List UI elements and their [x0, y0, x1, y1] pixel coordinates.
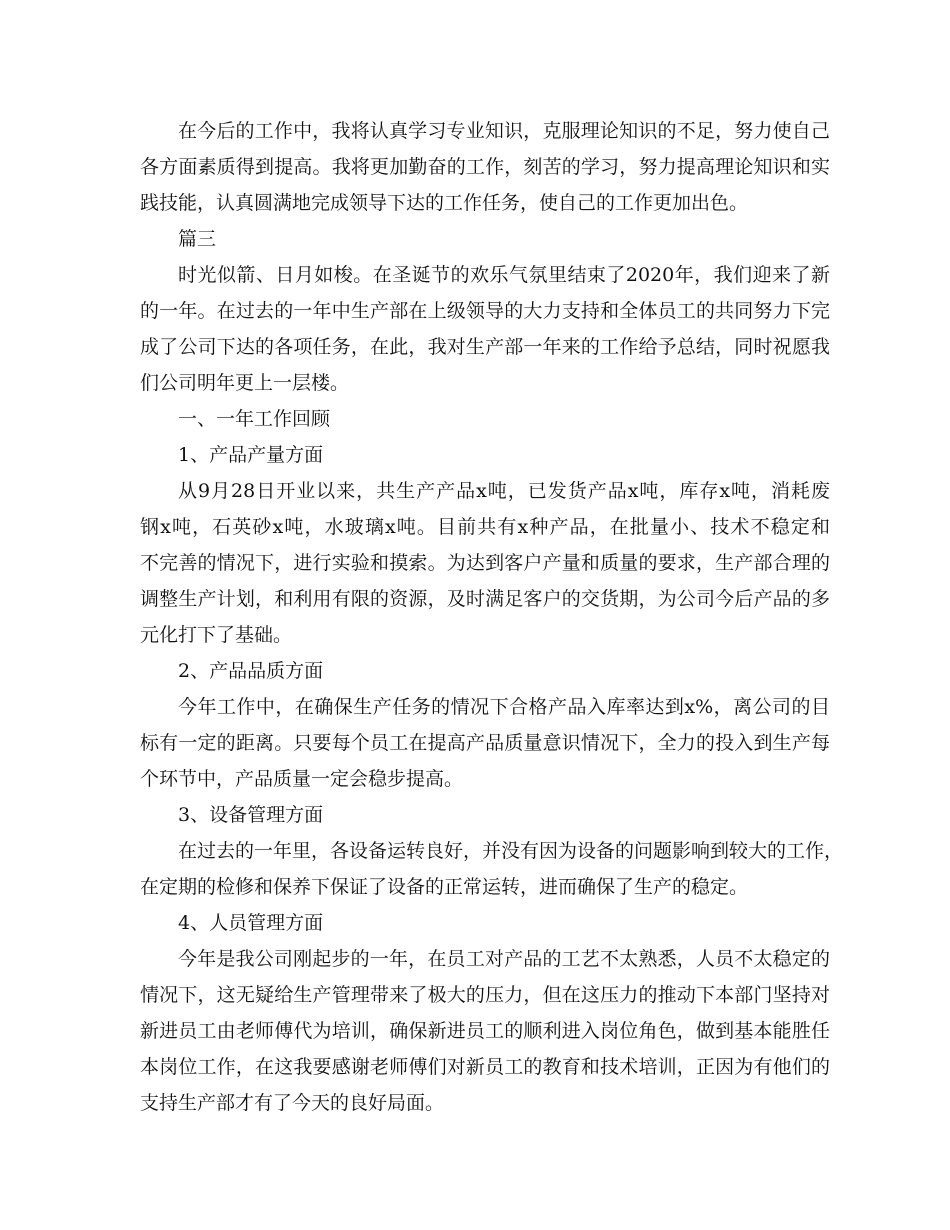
section-heading: 一、一年工作回顾: [178, 408, 331, 430]
paragraph-line: 支持生产部才有了今天的良好局面。: [140, 1092, 445, 1114]
subsection-heading: 1、产品产量方面: [178, 444, 324, 466]
paragraph-line: 成了公司下达的各项任务，在此，我对生产部一年来的工作给予总结，同时祝愿我: [140, 336, 830, 358]
paragraph-line: 个环节中，产品质量一定会稳步提高。: [140, 768, 464, 790]
subsection-heading: 4、人员管理方面: [178, 912, 324, 934]
paragraph-line: 在定期的检修和保养下保证了设备的正常运转，进而确保了生产的稳定。: [140, 876, 749, 898]
paragraph-line: 今年工作中，在确保生产任务的情况下合格产品入库率达到x%，离公司的目: [178, 696, 830, 718]
paragraph-line: 在今后的工作中，我将认真学习专业知识，克服理论知识的不足，努力使自己: [178, 120, 830, 142]
paragraph-line: 新进员工由老师傅代为培训，确保新进员工的顺利进入岗位角色，做到基本能胜任: [140, 1020, 830, 1042]
paragraph-line: 从9月28日开业以来，共生产产品x吨，已发货产品x吨，库存x吨，消耗废: [178, 480, 830, 502]
paragraph-line: 时光似箭、日月如梭。在圣诞节的欢乐气氛里结束了2020年，我们迎来了新: [178, 264, 830, 286]
paragraph-line: 践技能，认真圆满地完成领导下达的工作任务，使自己的工作更加出色。: [140, 192, 749, 214]
paragraph-line: 在过去的一年里，各设备运转良好，并没有因为设备的问题影响到较大的工作，: [178, 840, 844, 862]
paragraph-line: 今年是我公司刚起步的一年，在员工对产品的工艺不太熟悉，人员不太稳定的: [178, 948, 830, 970]
paragraph-line: 标有一定的距离。只要每个员工在提高产品质量意识情况下，全力的投入到生产每: [140, 732, 830, 754]
subsection-heading: 2、产品品质方面: [178, 660, 324, 682]
section-heading: 篇三: [178, 228, 217, 250]
paragraph-line: 元化打下了基础。: [140, 624, 293, 646]
paragraph-line: 调整生产计划，和利用有限的资源，及时满足客户的交货期，为公司今后产品的多: [140, 588, 830, 610]
paragraph-line: 不完善的情况下，进行实验和摸索。为达到客户产量和质量的要求，生产部合理的: [140, 552, 830, 574]
subsection-heading: 3、设备管理方面: [178, 804, 324, 826]
paragraph-line: 本岗位工作，在这我要感谢老师傅们对新员工的教育和技术培训，正因为有他们的: [140, 1056, 830, 1078]
paragraph-line: 各方面素质得到提高。我将更加勤奋的工作，刻苦的学习，努力提高理论知识和实: [140, 156, 830, 178]
paragraph-line: 钢x吨，石英砂x吨，水玻璃x吨。目前共有x种产品，在批量小、技术不稳定和: [140, 516, 830, 538]
paragraph-line: 的一年。在过去的一年中生产部在上级领导的大力支持和全体员工的共同努力下完: [140, 300, 830, 322]
paragraph-line: 们公司明年更上一层楼。: [140, 372, 350, 394]
paragraph-line: 情况下，这无疑给生产管理带来了极大的压力，但在这压力的推动下本部门坚持对: [140, 984, 830, 1006]
